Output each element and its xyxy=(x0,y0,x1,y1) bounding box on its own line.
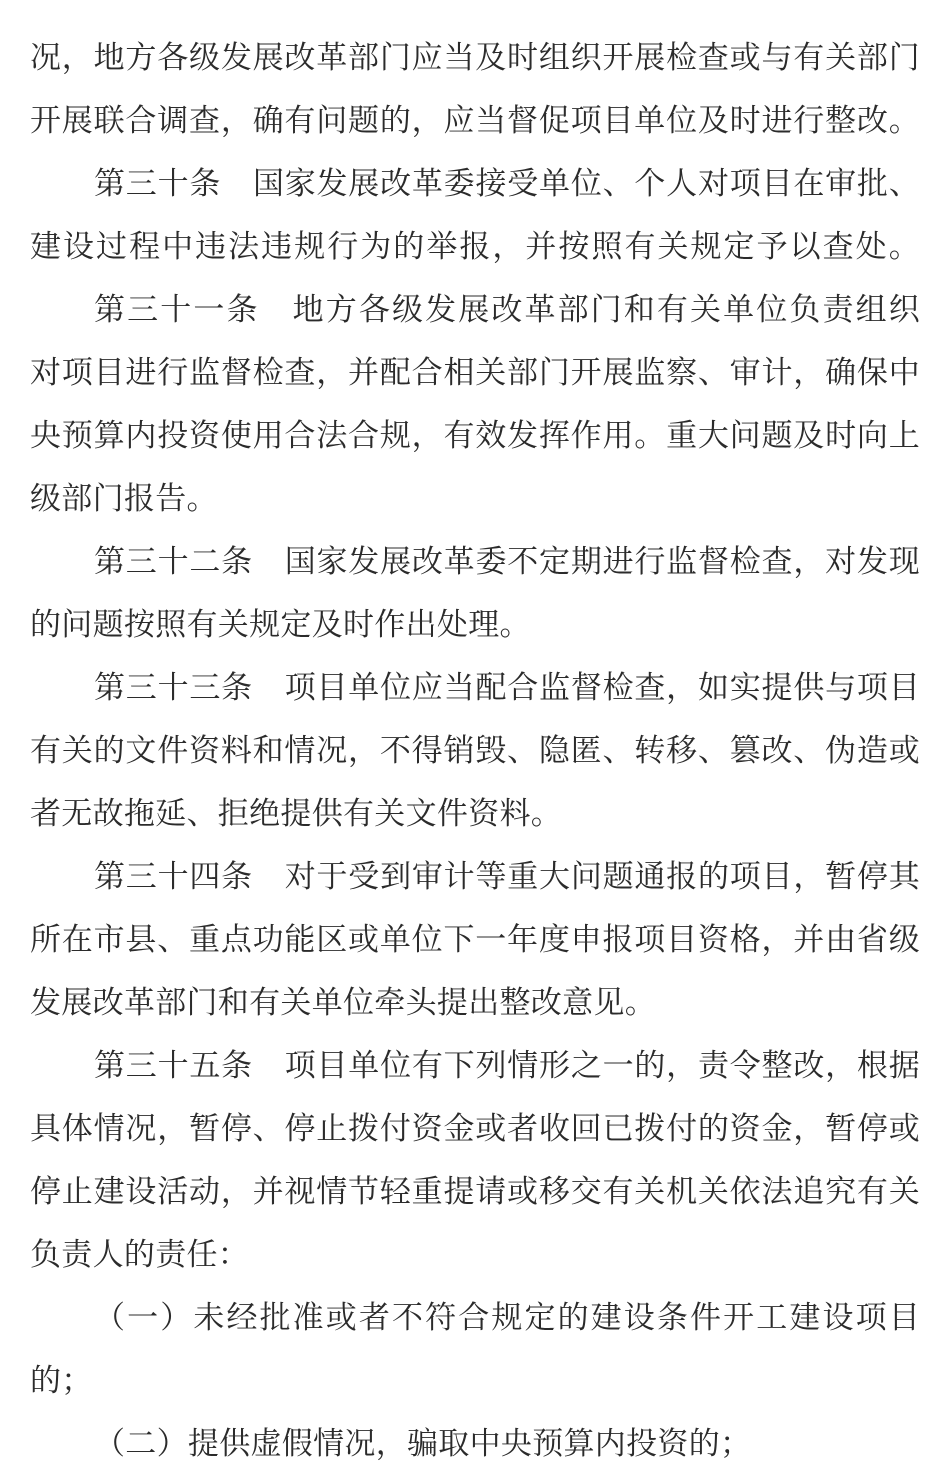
text-line: 开展联合调查，确有问题的，应当督促项目单位及时进行整改。 xyxy=(30,103,920,138)
text-line: 对项目进行监督检查，并配合相关部门开展监察、审计，确保中 xyxy=(30,355,920,390)
text-line: 建设过程中违法违规行为的举报，并按照有关规定予以查处。 xyxy=(30,229,920,264)
text-line: 第三十条 国家发展改革委接受单位、个人对项目在审批、 xyxy=(94,166,920,201)
text-line: （一）未经批准或者不符合规定的建设条件开工建设项目 xyxy=(94,1300,920,1335)
text-line: 况，地方各级发展改革部门应当及时组织开展检查或与有关部门 xyxy=(30,40,920,75)
text-line: 所在市县、重点功能区或单位下一年度申报项目资格，并由省级 xyxy=(30,922,920,957)
text-line: 央预算内投资使用合法合规，有效发挥作用。重大问题及时向上 xyxy=(30,418,920,453)
text-line: 的； xyxy=(30,1363,93,1398)
text-line: 者无故拖延、拒绝提供有关文件资料。 xyxy=(30,796,563,831)
text-line: （二）提供虚假情况，骗取中央预算内投资的； xyxy=(94,1426,752,1461)
text-line: 第三十三条 项目单位应当配合监督检查，如实提供与项目 xyxy=(94,670,920,705)
regulation-text-body xyxy=(30,26,920,1475)
text-line: 负责人的责任： xyxy=(30,1237,250,1272)
text-line: 第三十二条 国家发展改革委不定期进行监督检查，对发现 xyxy=(94,544,920,579)
text-line: 第三十一条 地方各级发展改革部门和有关单位负责组织 xyxy=(94,292,920,327)
text-line: 具体情况，暂停、停止拨付资金或者收回已拨付的资金，暂停或 xyxy=(30,1111,920,1146)
text-line: 的问题按照有关规定及时作出处理。 xyxy=(30,607,531,642)
text-line: 第三十四条 对于受到审计等重大问题通报的项目，暂停其 xyxy=(94,859,920,894)
text-line: 有关的文件资料和情况，不得销毁、隐匿、转移、篡改、伪造或 xyxy=(30,733,920,768)
text-line: 第三十五条 项目单位有下列情形之一的，责令整改，根据 xyxy=(94,1048,920,1083)
text-line: 停止建设活动，并视情节轻重提请或移交有关机关依法追究有关 xyxy=(30,1174,920,1209)
text-line: 发展改革部门和有关单位牵头提出整改意见。 xyxy=(30,985,656,1020)
text-line: 级部门报告。 xyxy=(30,481,218,516)
